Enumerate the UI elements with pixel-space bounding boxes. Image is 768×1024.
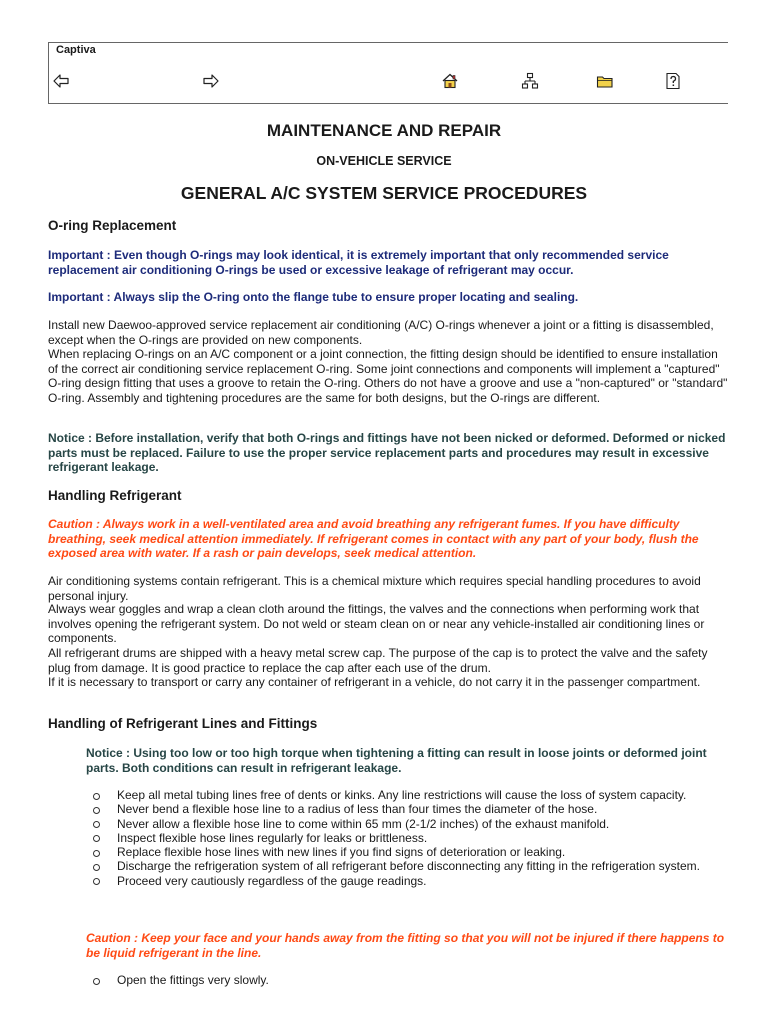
forward-arrow-icon[interactable] bbox=[201, 71, 221, 91]
tree-icon[interactable] bbox=[520, 71, 540, 91]
home-icon[interactable] bbox=[440, 71, 460, 91]
nav-title: Captiva bbox=[56, 44, 96, 56]
list-item: Replace flexible hose lines with new lines if you find signs of deterioration or leaking. bbox=[90, 845, 720, 859]
lines-heading: Handling of Refrigerant Lines and Fittings bbox=[48, 716, 318, 731]
refrigerant-paragraph-2: Always wear goggles and wrap a clean cloth around the fittings, the valves and the connections when performing work that involves opening the refrigerant system. Do not weld or steam clean on or near any vehicle-installed air conditioning lines or components. bbox=[48, 602, 705, 646]
list-item: Discharge the refrigeration system of all refrigerant before disconnecting any fitting in the refrigeration system. bbox=[90, 859, 720, 873]
list-item: Inspect flexible hose lines regularly for leaks or brittleness. bbox=[90, 831, 720, 845]
navigation-bar bbox=[48, 42, 728, 104]
lines-notice: Notice : Using too low or too high torque when tightening a fitting can result in loose joints or deformed joint parts. Both conditions can result in refrigerant leakage. bbox=[86, 746, 707, 775]
list-item: Never allow a flexible hose line to come within 65 mm (2-1/2 inches) of the exhaust manifold. bbox=[90, 817, 720, 831]
list-item: Never bend a flexible hose line to a radius of less than four times the diameter of the hose. bbox=[90, 802, 720, 816]
important-note-1: Important : Even though O-rings may look identical, it is extremely important that only recommended service replacement air conditioning O-rings be used or excessive leakage of refrigerant may occur. bbox=[48, 248, 669, 277]
help-icon[interactable] bbox=[663, 71, 683, 91]
page-title: MAINTENANCE AND REPAIR bbox=[266, 121, 502, 140]
list-item: Keep all metal tubing lines free of dents or kinks. Any line restrictions will cause the loss of system capacity. bbox=[90, 788, 720, 802]
important-note-2: Important : Always slip the O-ring onto the flange tube to ensure proper locating and sealing. bbox=[48, 290, 579, 304]
back-arrow-icon[interactable] bbox=[51, 71, 71, 91]
oring-paragraph-1: Install new Daewoo-approved service replacement air conditioning (A/C) O-rings whenever a joint or a fitting is disassembled, except when the O-rings are provided on new components. bbox=[48, 318, 714, 347]
refrigerant-paragraph-3: All refrigerant drums are shipped with a heavy metal screw cap. The purpose of the cap is to protect the valve and the safety plug from damage. It is good practice to replace the cap after each use of the drum. bbox=[48, 646, 708, 675]
lines-caution: Caution : Keep your face and your hands away from the fitting so that you will not be injured if there happens to be liquid refrigerant in the line. bbox=[86, 931, 725, 960]
page-subtitle: ON-VEHICLE SERVICE bbox=[316, 154, 452, 168]
refrigerant-caution: Caution : Always work in a well-ventilated area and avoid breathing any refrigerant fumes. If you have difficulty breathing, seek medical attention immediately. If refrigerant comes in contact with any part of your body, flush the exposed area with water. If a rash or pain develops, seek medical attention. bbox=[48, 517, 699, 561]
lines-list-2 bbox=[90, 973, 720, 987]
refrigerant-paragraph-4: If it is necessary to transport or carry any container of refrigerant in a vehicle, do not carry it in the passenger compartment. bbox=[48, 675, 701, 689]
lines-list bbox=[90, 788, 720, 888]
list-item: Proceed very cautiously regardless of the gauge readings. bbox=[90, 874, 720, 888]
list-item: Open the fittings very slowly. bbox=[90, 973, 720, 987]
refrigerant-paragraph-1: Air conditioning systems contain refrigerant. This is a chemical mixture which requires special handling procedures to avoid personal injury. bbox=[48, 574, 701, 603]
folder-icon[interactable] bbox=[595, 71, 615, 91]
oring-notice: Notice : Before installation, verify that both O-rings and fittings have not been nicked or deformed. Deformed or nicked parts must be replaced. Failure to use the proper service replacement parts and procedures may result in excessive refrigerant leakage. bbox=[48, 431, 726, 475]
section-title: GENERAL A/C SYSTEM SERVICE PROCEDURES bbox=[180, 183, 588, 203]
oring-paragraph-2: When replacing O-rings on an A/C component or a joint connection, the fitting design should be identified to ensure installation of the correct air conditioning service replacement O-ring. Some joint connections and components will implement a "captured" O-ring design fitting that uses a groove to retain the O-ring. Others do not have a groove and use a "non-captured" or "standard" O-ring. Assembly and tightening procedures are the same for both designs, but the O-rings are different. bbox=[48, 347, 728, 405]
oring-heading: O-ring Replacement bbox=[48, 218, 177, 233]
refrigerant-heading: Handling Refrigerant bbox=[48, 488, 182, 503]
